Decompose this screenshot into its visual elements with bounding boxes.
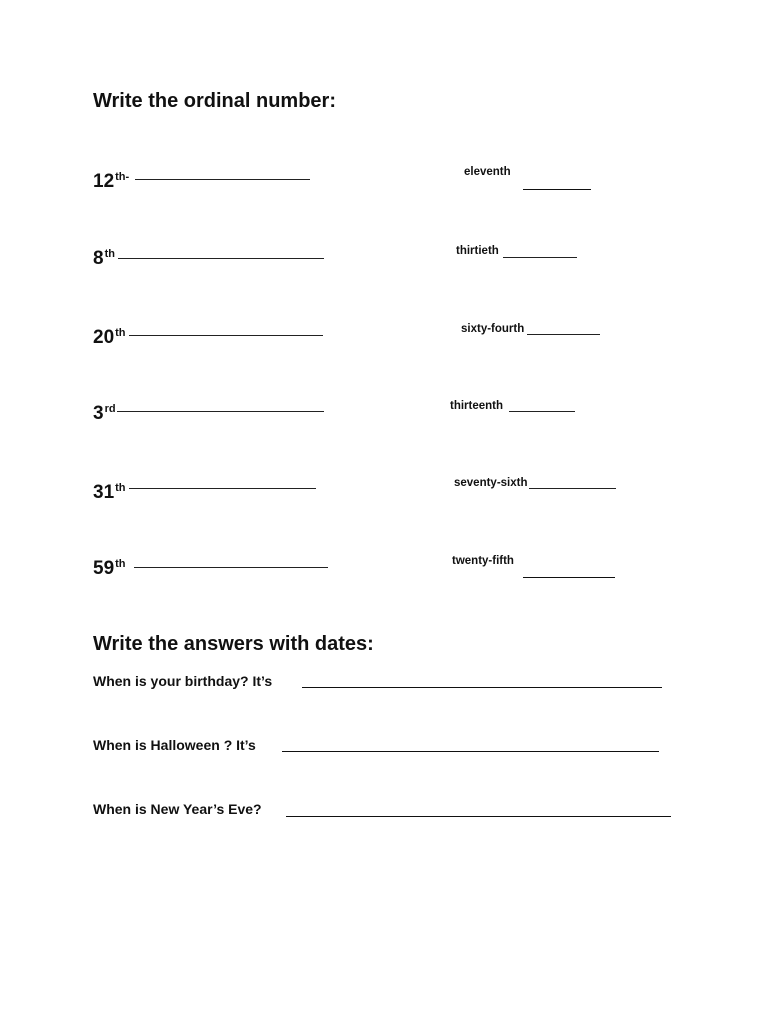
right-item-1: eleventh xyxy=(464,166,511,178)
left-item-suffix: th xyxy=(115,482,126,494)
left-item-number: 59 xyxy=(93,558,115,579)
left-item-number: 12 xyxy=(93,171,115,192)
answer-line-left-5[interactable] xyxy=(129,488,316,489)
answer-line-left-2[interactable] xyxy=(118,258,324,259)
right-item-2: thirtieth xyxy=(456,245,499,257)
right-item-5: seventy-sixth xyxy=(454,477,528,489)
answer-line-right-3[interactable] xyxy=(527,334,600,335)
right-item-6: twenty-fifth xyxy=(452,555,514,567)
left-item-3 xyxy=(93,328,126,347)
answer-line-right-4[interactable] xyxy=(509,411,575,412)
dates-heading: Write the answers with dates: xyxy=(93,633,374,655)
question-halloween: When is Halloween ? It’s xyxy=(93,737,256,753)
left-item-suffix: th xyxy=(115,558,126,570)
right-item-3: sixty-fourth xyxy=(461,323,525,335)
answer-line-left-6[interactable] xyxy=(134,567,328,568)
answer-line-right-5[interactable] xyxy=(529,488,616,489)
answer-line-halloween[interactable] xyxy=(282,751,659,752)
left-item-suffix: th xyxy=(104,248,115,260)
left-item-1 xyxy=(93,172,129,191)
left-item-suffix: th- xyxy=(115,171,130,183)
answer-line-new-years-eve[interactable] xyxy=(286,816,671,817)
left-item-suffix: th xyxy=(115,327,126,339)
left-item-5 xyxy=(93,483,126,502)
left-item-2 xyxy=(93,249,115,268)
answer-line-left-1[interactable] xyxy=(135,179,310,180)
left-item-number: 31 xyxy=(93,482,115,503)
question-birthday: When is your birthday? It’s xyxy=(93,673,273,689)
answer-line-left-3[interactable] xyxy=(129,335,323,336)
left-item-suffix: rd xyxy=(104,403,116,415)
left-item-6 xyxy=(93,559,126,578)
left-item-number: 20 xyxy=(93,327,115,348)
left-item-number: 8 xyxy=(93,248,104,269)
right-item-4: thirteenth xyxy=(450,400,504,412)
left-item-number: 3 xyxy=(93,403,104,424)
answer-line-birthday[interactable] xyxy=(302,687,662,688)
left-item-4 xyxy=(93,404,116,423)
answer-line-right-6[interactable] xyxy=(523,577,615,578)
answer-line-left-4[interactable] xyxy=(117,411,324,412)
answer-line-right-1[interactable] xyxy=(523,189,591,190)
answer-line-right-2[interactable] xyxy=(503,257,577,258)
question-new-years-eve: When is New Year’s Eve? xyxy=(93,801,262,817)
ordinal-heading: Write the ordinal number: xyxy=(93,90,336,112)
